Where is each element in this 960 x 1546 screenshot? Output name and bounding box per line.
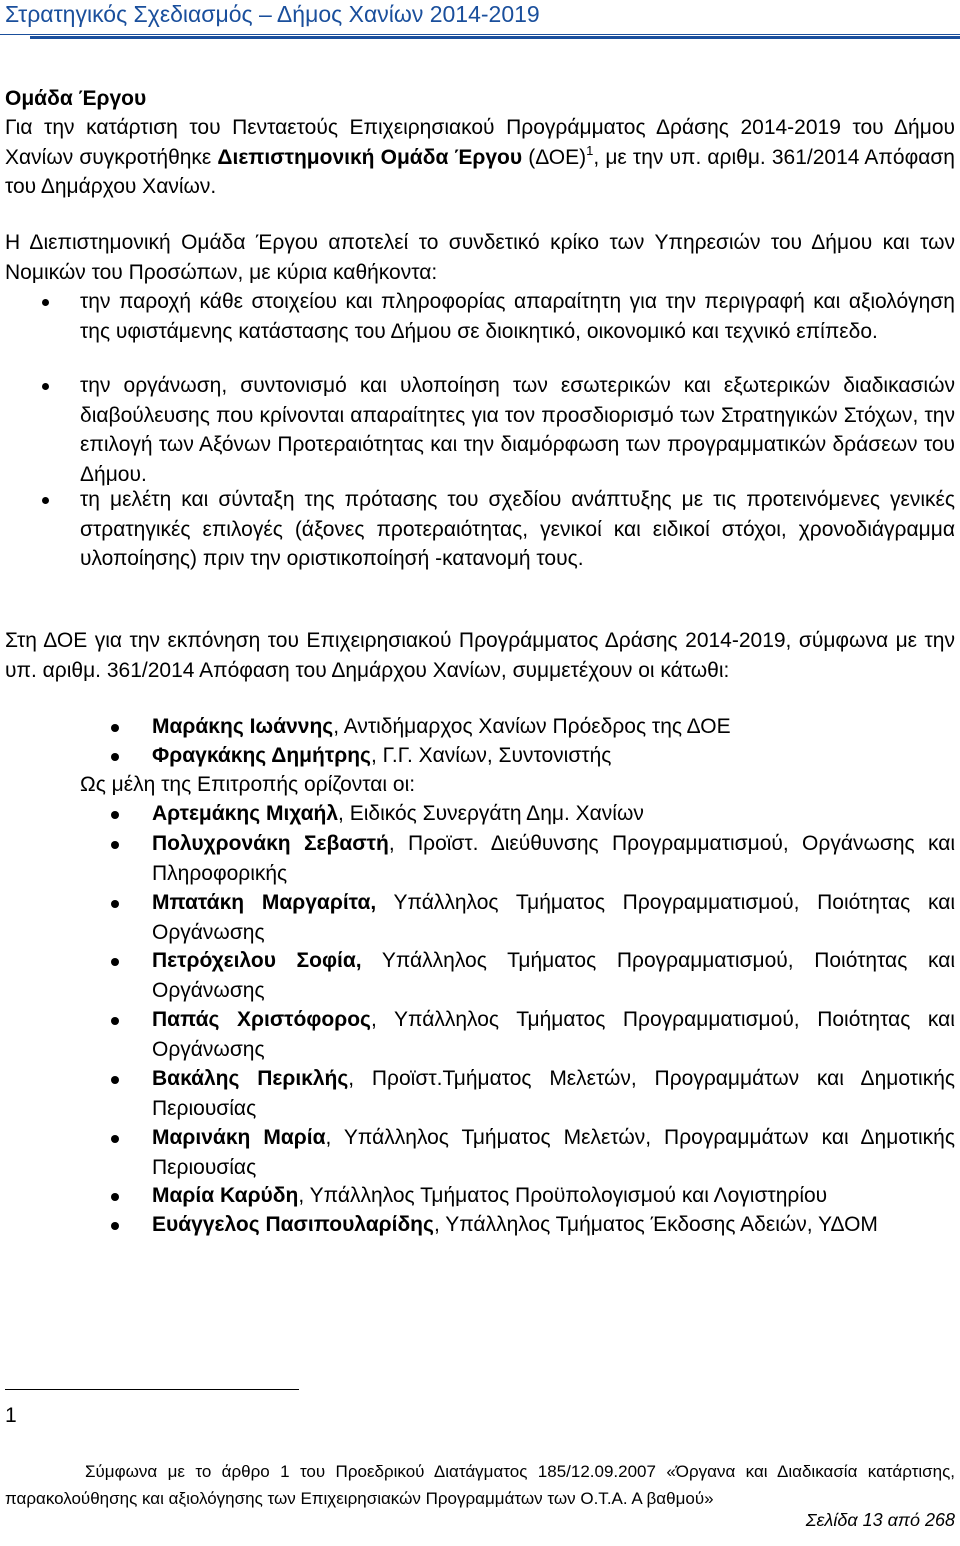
person-name: Μαρινάκη Μαρία [152,1126,326,1149]
bullet-icon [111,1193,119,1201]
member-item [5,1123,955,1182]
person-name: Βακάλης Περικλής [152,1067,349,1090]
person-name: Ευάγγελος Πασιπουλαρίδης [152,1213,434,1236]
intro-text-2: (ΔΟΕ) [522,145,587,169]
intro-text-3: , με την υπ. αριθμ. 361/2014 Απόφαση του Δημάρχου Χανίων. [5,145,955,198]
person-name: Φραγκάκης Δημήτρης [152,744,371,767]
bullet-icon [42,497,49,504]
footnote-body: Σύμφωνα με το άρθρο 1 του Προεδρικού Διατάγματος 185/12.09.2007 «Όργανα και Διαδικασία κατάρτισης, παρακολούθησης και αξιολόγησης των Επιχειρησιακών Προγραμμάτων των Ο.Τ.Α. Α βαθμού» [5,1462,955,1508]
intro-text-1: Για την κατάρτιση του Πενταετούς Επιχειρησιακού Προγράμματος Δράσης 2014-2019 του Δήμου Χανίων συγκροτήθηκε [5,116,955,169]
bullet-icon [42,299,49,306]
leader-item [5,741,955,771]
person-role: , Ειδικός Συνεργάτη Δημ. Χανίων [338,802,644,825]
footnote-reference[interactable]: 1 [586,142,594,158]
section-heading: Ομάδα Έργου [5,87,147,110]
person-name: Αρτεμάκης Μιχαήλ [152,802,339,825]
intro-paragraph [5,113,955,202]
members-intro: Ως μέλη της Επιτροπής ορίζονται οι: [80,773,416,796]
person-role: , Υπάλληλος Τμήματος Προγραμματισμού, Ποιότητας και Οργάνωσης [152,1008,955,1061]
person-role: Υπάλληλος Τμήματος Προγραμματισμού, Ποιότητας και Οργάνωσης [152,891,955,944]
bullet-icon [111,1222,119,1230]
person-name: Μαρία Καρύδη [152,1184,299,1207]
person-role: , Υπάλληλος Τμήματος Μελετών, Προγραμμάτων και Δημοτικής Περιουσίας [152,1126,955,1179]
person-role: Υπάλληλος Τμήματος Προγραμματισμού, Ποιότητας και Οργάνωσης [152,949,955,1002]
footnote-separator [5,1389,299,1390]
person-role: , Γ.Γ. Χανίων, Συντονιστής [370,744,612,767]
bullet-icon [111,958,119,966]
bullet-icon [111,841,119,849]
duty-item [5,371,955,489]
footnote-text [5,1458,955,1512]
person-role: , Υπάλληλος Τμήματος Προϋπολογισμού και Λογιστηρίου [298,1184,828,1207]
duty-item [5,287,955,346]
person-name: Παπάς Χριστόφορος [152,1008,371,1031]
person-name: Μπατάκη Μαργαρίτα, [152,891,377,914]
person-role: , Προϊστ.Τμήματος Μελετών, Προγραμμάτων και Δημοτικής Περιουσίας [152,1067,956,1120]
header-rule-thick [30,36,960,39]
bullet-icon [111,1017,119,1025]
intro-team-name: Διεπιστημονική Ομάδα Έργου [217,145,523,169]
bullet-icon [111,724,119,732]
duties-paragraph: Η Διεπιστημονική Ομάδα Έργου αποτελεί το συνδετικό κρίκο των Υπηρεσιών του Δήμου και των Νομικών του Προσώπων, με κύρια καθήκοντα: [5,231,955,284]
bullet-icon [111,753,119,761]
person-role: , Υπάλληλος Τμήματος Έκδοσης Αδειών, ΥΔΟΜ [433,1213,878,1236]
member-item [5,946,955,1005]
participants-paragraph: Στη ΔΟΕ για την εκπόνηση του Επιχειρησιακού Προγράμματος Δράσης 2014-2019, σύμφωνα με την υπ. αριθμ. 361/2014 Απόφαση του Δημάρχου Χανίων, συμμετέχουν οι κάτωθι: [5,629,955,682]
header-rule-thin [0,34,960,35]
footnote-number: 1 [5,1404,17,1427]
duty-text: την οργάνωση, συντονισμό και υλοποίηση των εσωτερικών και εξωτερικών διαδικασιών διαβούλευσης που κρίνονται απαραίτητες για τον προσδιορισμό των Στρατηγικών Στόχων, την επιλογή των Αξόνων Προτεραιότητας και την διαμόρφωση των προγραμματικών δράσεων του Δήμου. [80,374,955,486]
person-name: Πολυχρονάκη Σεβαστή [152,832,389,855]
person-role: , Αντιδήμαρχος Χανίων Πρόεδρος της ΔΟΕ [333,715,731,738]
duty-text: την παροχή κάθε στοιχείου και πληροφορίας απαραίτητη για την περιγραφή και αξιολόγηση της υφιστάμενης κατάστασης του Δήμου σε διοικητικό, οικονομικό και τεχνικό επίπεδο. [80,290,955,343]
member-item [5,1210,955,1240]
page-number: Σελίδα 13 από 268 [805,1510,955,1530]
member-item [5,888,955,947]
member-item [5,829,955,888]
running-header-title: Στρατηγικός Σχεδιασμός – Δήμος Χανίων 2014-2019 [5,1,540,27]
leader-item [5,712,955,742]
member-item [5,1064,955,1123]
bullet-icon [111,1076,119,1084]
bullet-icon [111,1135,119,1143]
duty-text: τη μελέτη και σύνταξη της πρότασης του σχεδίου ανάπτυξης με τις προτεινόμενες γενικές στρατηγικές επιλογές (άξονες προτεραιότητας, γενικοί και ειδικοί στόχοι, χρονοδιάγραμμα υλοποίησης) πριν την οριστικοποίησή -κατανομή τους. [80,488,955,570]
member-item [5,1181,955,1211]
duty-item [5,485,955,574]
bullet-icon [111,811,119,819]
member-item [5,799,955,829]
person-role: , Προϊστ. Διεύθυνσης Προγραμματισμού, Οργάνωσης και Πληροφορικής [152,832,955,885]
member-item [5,1005,955,1064]
bullet-icon [111,900,119,908]
person-name: Μαράκης Ιωάννης [152,715,334,738]
person-name: Πετρόχειλου Σοφία, [152,949,362,972]
bullet-icon [42,383,49,390]
header-rule [0,34,960,40]
